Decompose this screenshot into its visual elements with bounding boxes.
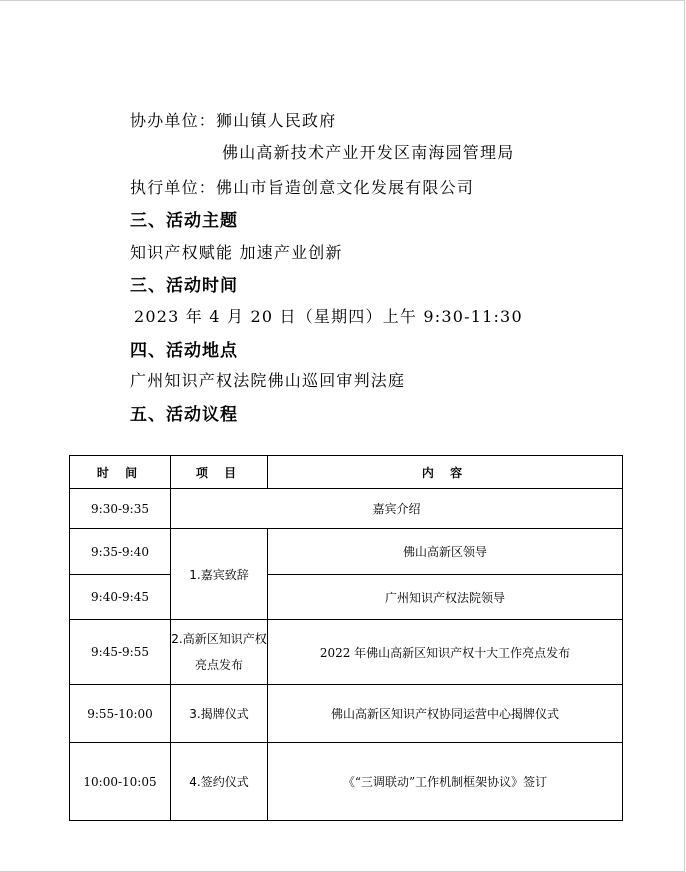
table-header-row	[70, 456, 623, 489]
time-heading: 三、活动时间	[130, 276, 238, 296]
header-item: 项 目	[171, 456, 268, 489]
co-organizer-line-1	[130, 108, 336, 131]
executor-name: 佛山市旨造创意文化发展有限公司	[216, 178, 475, 197]
row-item: 2.高新区知识产权亮点发布	[171, 620, 268, 685]
table-row	[70, 685, 623, 743]
row-time: 9:55-10:00	[70, 685, 171, 743]
co-organizer-label: 协办单位：	[130, 111, 217, 130]
place-heading: 四、活动地点	[130, 341, 238, 361]
agenda-table	[69, 455, 623, 821]
header-content: 内 容	[268, 456, 623, 489]
agenda-heading: 五、活动议程	[130, 405, 238, 425]
table-row	[70, 620, 623, 685]
co-organizer-2: 佛山高新技术产业开发区南海园管理局	[222, 143, 515, 162]
row-content: 2022 年佛山高新区知识产权十大工作亮点发布	[268, 620, 623, 685]
table-row	[70, 529, 623, 575]
row-time: 9:35-9:40	[70, 529, 171, 575]
row-content: 广州知识产权法院领导	[268, 575, 623, 620]
executor-label: 执行单位：	[130, 178, 217, 197]
row-content: 嘉宾介绍	[171, 489, 623, 529]
row-item: 3.揭牌仪式	[171, 685, 268, 743]
theme-text: 知识产权赋能 加速产业创新	[130, 243, 343, 262]
header-time: 时 间	[70, 456, 171, 489]
table-row	[70, 575, 623, 620]
row-time: 9:40-9:45	[70, 575, 171, 620]
row-content: 佛山高新区领导	[268, 529, 623, 575]
theme-heading: 三、活动主题	[130, 211, 238, 231]
row-item: 4.签约仪式	[171, 743, 268, 821]
row-content: 《“三调联动”工作机制框架协议》签订	[268, 743, 623, 821]
row-time: 10:00-10:05	[70, 743, 171, 821]
co-organizer-1: 狮山镇人民政府	[216, 111, 337, 130]
row-time: 9:45-9:55	[70, 620, 171, 685]
executor-line	[130, 175, 474, 198]
row-time: 9:30-9:35	[70, 489, 171, 529]
row-content: 佛山高新区知识产权协同运营中心揭牌仪式	[268, 685, 623, 743]
place-text: 广州知识产权法院佛山巡回审判法庭	[130, 371, 406, 390]
time-text: 2023 年 4 月 20 日（星期四）上午 9:30-11:30	[134, 307, 523, 326]
table-row	[70, 743, 623, 821]
row-item: 1.嘉宾致辞	[171, 529, 268, 620]
table-row	[70, 489, 623, 529]
